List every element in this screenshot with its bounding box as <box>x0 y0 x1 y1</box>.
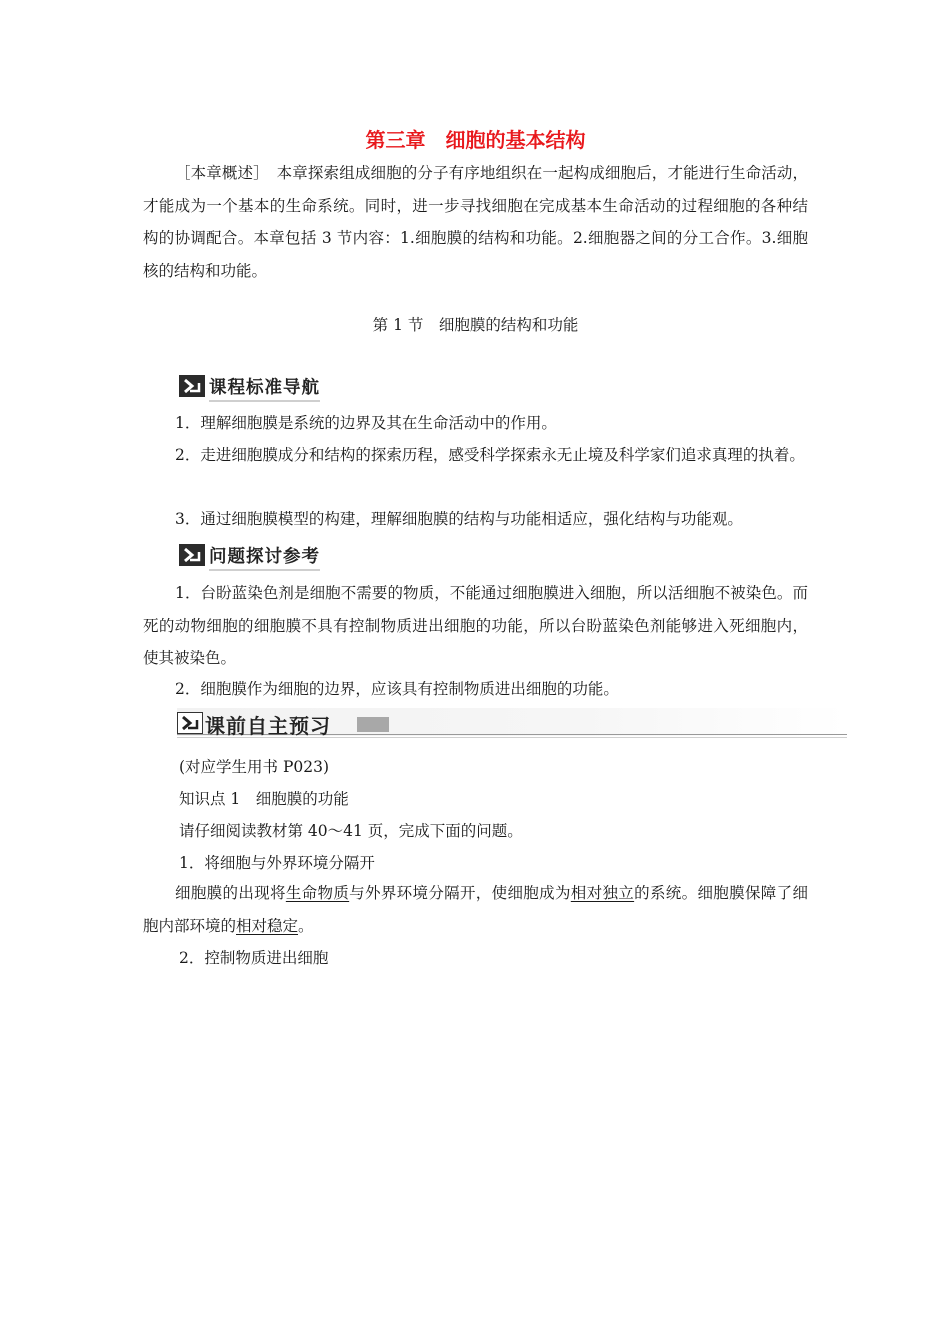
discussion-item: 1．台盼蓝染色剂是细胞不需要的物质，不能通过细胞膜进入细胞，所以活细胞不被染色。而死的动物细胞的细胞膜不具有控制物质进出细胞的功能，所以台盼蓝染色剂能够进入死细胞内，使其被染色。 <box>143 584 808 667</box>
standard-item: 2．走进细胞膜成分和结构的探索历程，感受科学探索永无止境及科学家们追求真理的执着。 <box>175 446 805 464</box>
item1-text: 细胞膜的出现将生命物质与外界环境分隔开，使细胞成为相对独立的系统。细胞膜保障了细胞内部环境的相对稳定。 <box>143 884 808 935</box>
book-reference: (对应学生用书 P023) <box>179 758 330 776</box>
discussion-item: 2．细胞膜作为细胞的边界，应该具有控制物质进出细胞的功能。 <box>175 680 619 698</box>
arrow-icon <box>179 375 205 397</box>
banner-label: 课程标准导航 <box>209 374 320 399</box>
item-title: 2．控制物质进出细胞 <box>179 949 329 967</box>
banner-discussion <box>179 542 320 568</box>
arrow-icon <box>177 712 203 734</box>
banner-decoration <box>357 717 389 732</box>
standard-item: 3．通过细胞膜模型的构建，理解细胞膜的结构与功能相适应，强化结构与功能观。 <box>175 510 743 528</box>
banner-preview <box>177 706 847 740</box>
instruction-text: 请仔细阅读教材第 40～41 页，完成下面的问题。 <box>179 822 523 840</box>
answer-blank: 相对稳定 <box>236 916 299 935</box>
answer-blank: 相对独立 <box>570 884 635 902</box>
banner-course-standards <box>179 373 320 399</box>
standard-item: 1．理解细胞膜是系统的边界及其在生命活动中的作用。 <box>175 414 557 432</box>
chapter-overview: ［本章概述］ 本章探索组成细胞的分子有序地组织在一起构成细胞后，才能进行生命活动，才能成为一个基本的生命系统。同时，进一步寻找细胞在完成基本生命活动的过程细胞的各种结构的协调配合。本章包括 3 节内容：1.细胞膜的结构和功能。2.细胞器之间的分工合作。3.细胞核的结构和功能。 <box>143 164 808 280</box>
banner-label: 问题探讨参考 <box>209 543 320 568</box>
chapter-title: 第三章 细胞的基本结构 <box>365 128 586 152</box>
section-title: 第 1 节 细胞膜的结构和功能 <box>372 316 579 334</box>
answer-blank: 生命物质 <box>285 884 350 902</box>
knowledge-point-title: 知识点 1 细胞膜的功能 <box>179 790 349 808</box>
arrow-icon <box>179 544 205 566</box>
banner-label: 课前自主预习 <box>205 714 331 738</box>
item-title: 1．将细胞与外界环境分隔开 <box>179 854 375 872</box>
